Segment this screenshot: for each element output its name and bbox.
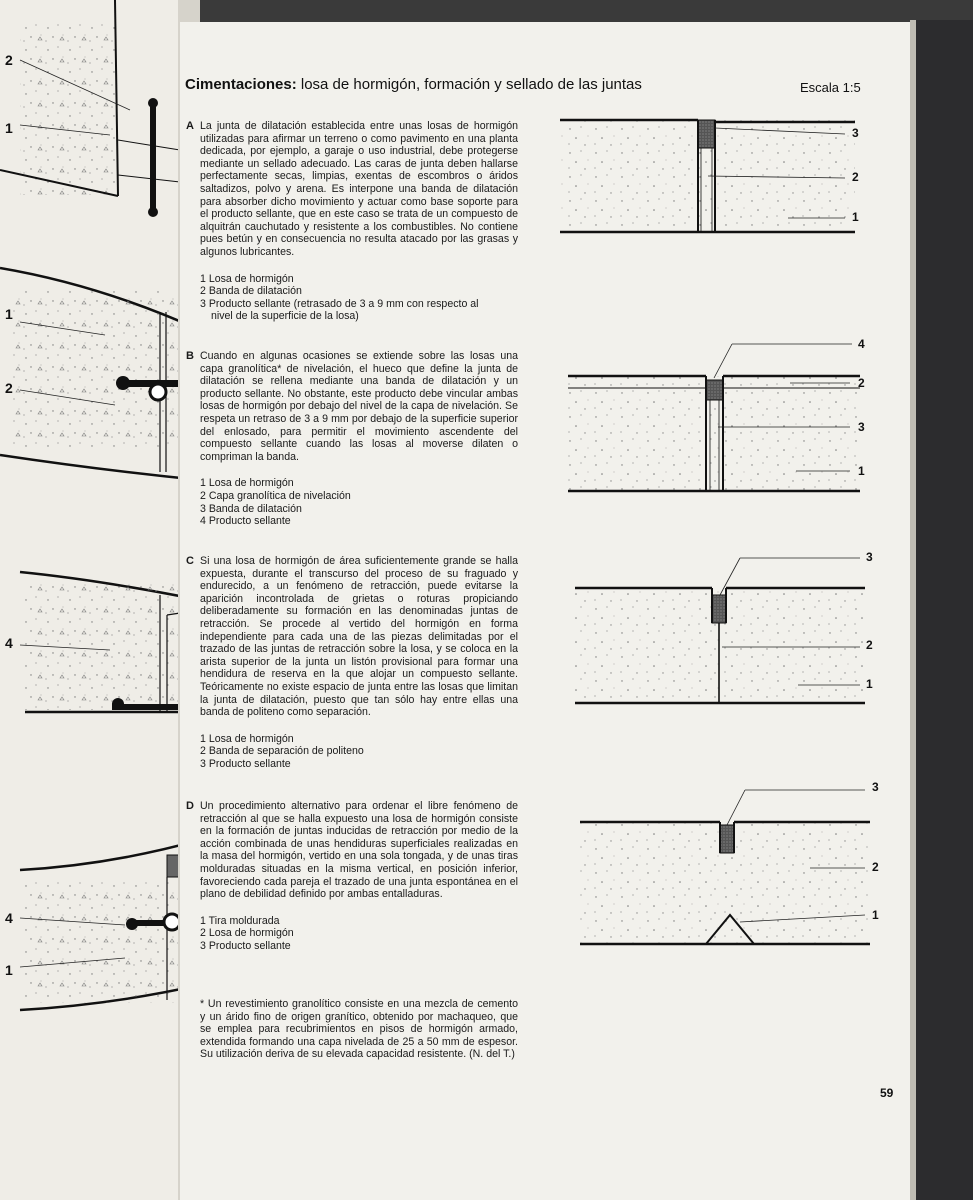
legend-item: 1 Losa de hormigón — [200, 732, 294, 745]
legend-item: 2 Banda de separación de politeno — [200, 745, 364, 758]
book-cover-edge — [915, 20, 973, 1200]
left-page-drawings — [0, 0, 200, 1200]
diagram-d-label-1: 1 — [872, 908, 879, 922]
diagram-d — [580, 790, 870, 944]
page-edge-shadow — [910, 20, 916, 1200]
diagram-a-label-3: 3 — [852, 126, 859, 140]
left-label-7: 1 — [5, 962, 13, 978]
section-d — [186, 800, 518, 953]
section-a — [186, 120, 518, 323]
page-title — [185, 76, 642, 93]
diagram-c — [575, 558, 865, 703]
section-text: La junta de dilatación establecida entre unas losas de hormigón utilizadas para afirmar un terreno o como pavimento en una planta dedicada, por ejemplo, a garaje o uso industrial, debe protegerse mediante un sellado adecuado. Las caras de junta deben hallarse perfectamente secas, limpias, exentas de escombros o áridos saltadizos, polvo y arena. Es interpone una banda de dilatación para absorber dicho movimiento y actuar como base soporte para el producto sellante, que en este caso se trata de un compuesto de alquitrán cauchutado y resistente a los combustibles. No contiene pues betún y en consecuencia no resulta atacado por las grasas y algunos lubricantes. — [200, 120, 518, 258]
section-letter: B — [186, 350, 194, 362]
diagram-a — [560, 120, 855, 232]
diagram-b-label-1: 1 — [858, 464, 865, 478]
diagram-a-label-1: 1 — [852, 210, 859, 224]
legend-item: 3 Producto sellante — [200, 757, 291, 770]
title-bold: Cimentaciones: — [185, 76, 297, 93]
section-text: Si una losa de hormigón de área suficientemente grande se halla expuesta, durante el transcurso del proceso de su fraguado y endurecido, a un fenómeno de retracción, puede evitarse la aparición incontrolada de grietas o roturas propiciando deliberadamente su formación en las denominadas juntas de retracción. Se procede al vertido del hormigón en forma independiente para cada una de las piezas delimitadas por el trazado de las juntas de retracción sobre la losa, y se coloca en la arista superior de la junta un listón provisional para formar una hendidura de reserva en la que alojar un compuesto sellante. Teóricamente no existe espacio de junta entre las losas que limitan la junta de dilatación, puesto que tan sólo hay entre ellas una banda de politeno como separación. — [200, 555, 518, 719]
section-letter: A — [186, 120, 194, 132]
diagram-d-label-2: 2 — [872, 860, 879, 874]
left-label-2: 1 — [5, 120, 13, 136]
legend-item: nivel de la superficie de la losa) — [211, 310, 359, 323]
diagram-b-label-2: 2 — [858, 376, 865, 390]
left-label-5: 4 — [5, 635, 13, 651]
legend-item: 3 Producto sellante (retrasado de 3 a 9 mm con respecto al — [200, 297, 479, 310]
section-text: Cuando en algunas ocasiones se extiende sobre las losas una capa granolítica* de nivelación, el hueco que define la junta de dilatación se rellena mediante una banda de dilatación y un producto sellante. No obstante, este producto debe vincular ambas losas de hormigón por debajo del nivel de la capa de nivelación. Se respeta un retraso de 3 a 9 mm por debajo de la superficie superior del enlosado, para permitir el movimiento ascendente del compuesto sellante cuando las losas al moverse dilaten o compriman la banda. — [200, 350, 518, 463]
legend-item: 4 Producto sellante — [200, 515, 291, 528]
section-letter: C — [186, 555, 194, 567]
left-label-3: 1 — [5, 306, 13, 322]
section-b — [186, 350, 518, 528]
diagram-d-label-3: 3 — [872, 780, 879, 794]
diagram-b — [568, 344, 860, 491]
diagram-c-label-1: 1 — [866, 677, 873, 691]
page-number: 59 — [880, 1086, 894, 1100]
left-label-6: 4 — [5, 910, 13, 926]
legend-list — [200, 915, 518, 953]
diagram-c-label-2: 2 — [866, 638, 873, 652]
scale-label: Escala 1:5 — [800, 80, 861, 95]
legend-list — [200, 273, 518, 323]
joint-diagrams — [540, 100, 900, 960]
legend-item: 1 Tira moldurada — [200, 914, 280, 927]
legend-item: 2 Losa de hormigón — [200, 927, 294, 940]
legend-item: 3 Producto sellante — [200, 939, 291, 952]
section-letter: D — [186, 800, 194, 812]
legend-item: 1 Losa de hormigón — [200, 272, 294, 285]
diagram-c-label-3: 3 — [866, 550, 873, 564]
legend-item: 1 Losa de hormigón — [200, 477, 294, 490]
section-c — [186, 555, 518, 771]
diagram-b-label-4: 4 — [858, 337, 865, 351]
diagram-a-label-2: 2 — [852, 170, 859, 184]
legend-item: 2 Banda de dilatación — [200, 285, 302, 298]
legend-item: 2 Capa granolítica de nivelación — [200, 489, 351, 502]
legend-list — [200, 733, 518, 771]
left-label-1: 2 — [5, 52, 13, 68]
legend-list — [200, 477, 518, 527]
diagram-b-label-3: 3 — [858, 420, 865, 434]
legend-item: 3 Banda de dilatación — [200, 502, 302, 515]
title-rest: losa de hormigón, formación y sellado de las juntas — [300, 76, 642, 93]
section-text: Un procedimiento alternativo para ordenar el libre fenómeno de retracción al que se halla expuesto una losa de hormigón consiste en la formación de juntas inducidas de retracción por medio de la acción combinada de unas hendiduras superficiales realizadas en la masa del hormigón, vertido en una sola tongada, y de unas tiras molduradas situadas en la misma vertical, en posición inferior, favoreciendo cada pareja el trazado de una junta espontánea en el plano de debilidad definido por ambas entalladuras. — [200, 800, 518, 901]
translator-footnote: * Un revestimiento granolítico consiste en una mezcla de cemento y un árido fino de origen granítico, obtenido por machaqueo, que se emplea para recubrimientos en pisos de hormigón armado, extendida formando una capa nivelada de 25 a 50 mm de espesor. Su utilización deriva de su elevada capacidad resistente. (N. del T.) — [200, 998, 518, 1061]
left-label-4: 2 — [5, 380, 13, 396]
